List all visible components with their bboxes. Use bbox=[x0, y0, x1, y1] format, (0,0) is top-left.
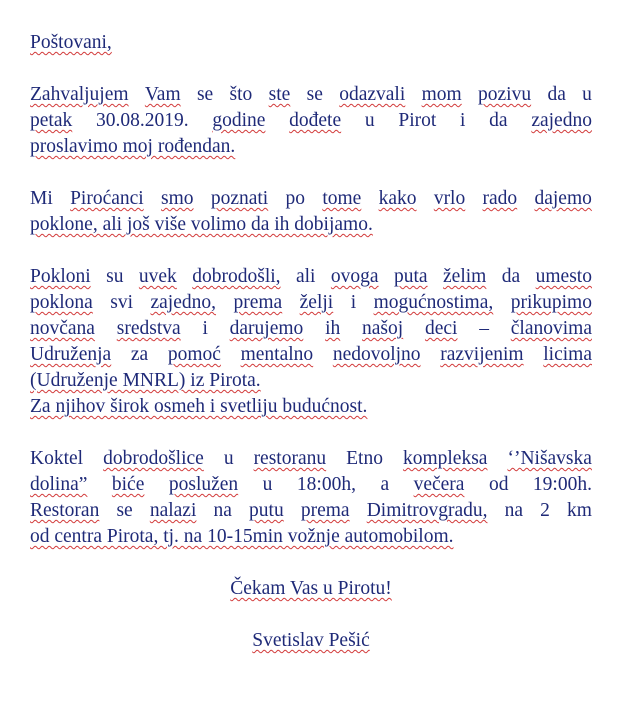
word: Vam bbox=[144, 84, 181, 105]
word: Udruženja bbox=[30, 344, 112, 365]
word: Pokloni bbox=[30, 266, 91, 287]
word: novčana bbox=[30, 318, 95, 339]
word: Etno bbox=[346, 448, 383, 469]
word: mentalno bbox=[240, 344, 314, 365]
word: razvijenim bbox=[440, 344, 524, 365]
word: u bbox=[582, 84, 592, 105]
word: se bbox=[196, 84, 214, 105]
salutation bbox=[30, 30, 592, 56]
word: rado bbox=[482, 188, 518, 209]
word: dobrodošli, bbox=[192, 266, 281, 287]
paragraph-donation-line-6: Za njihov širok osmeh i svetliju budućnost. bbox=[30, 396, 368, 417]
word: ste bbox=[268, 84, 291, 105]
word: da bbox=[489, 110, 508, 131]
word: puta bbox=[394, 266, 428, 287]
word: zajedno, bbox=[150, 292, 217, 313]
word: prikupimo bbox=[510, 292, 592, 313]
paragraph-thanks-line-2 bbox=[30, 108, 592, 134]
word: da bbox=[547, 84, 566, 105]
letter-body bbox=[30, 30, 592, 654]
word: članovima bbox=[510, 318, 592, 339]
word: Pirot bbox=[398, 110, 437, 131]
paragraph-donation-line-4 bbox=[30, 342, 592, 368]
word: i bbox=[202, 318, 208, 339]
word: na bbox=[504, 500, 524, 521]
word: – bbox=[479, 318, 489, 339]
word: ‘’Nišavska bbox=[507, 448, 592, 469]
word: večera bbox=[413, 474, 465, 495]
word: na bbox=[213, 500, 232, 521]
word: našoj bbox=[362, 318, 404, 339]
word: dajemo bbox=[534, 188, 592, 209]
word: godine bbox=[212, 110, 266, 131]
word: se bbox=[116, 500, 133, 521]
word: se bbox=[306, 84, 323, 105]
word: dobrodošlice bbox=[103, 448, 204, 469]
word: od bbox=[488, 474, 509, 495]
word: ali bbox=[295, 266, 316, 287]
word: odazvali bbox=[339, 84, 406, 105]
word: tome bbox=[322, 188, 362, 209]
word: putu bbox=[249, 500, 284, 521]
word: u bbox=[223, 448, 234, 469]
word: pomoć bbox=[167, 344, 221, 365]
word: dolina” bbox=[30, 474, 88, 495]
paragraph-event-line-2 bbox=[30, 472, 592, 498]
word: petak bbox=[30, 110, 73, 131]
word: i bbox=[350, 292, 357, 313]
salutation-text: Poštovani, bbox=[30, 32, 112, 53]
word: Restoran bbox=[30, 500, 100, 521]
word: Piroćanci bbox=[70, 188, 144, 209]
word: Dimitrovgradu, bbox=[366, 500, 488, 521]
paragraph-thanks-line-1 bbox=[30, 82, 592, 108]
paragraph-donation-line-1 bbox=[30, 264, 592, 290]
paragraph-donation-line-2 bbox=[30, 290, 592, 316]
word: sredstva bbox=[116, 318, 181, 339]
word: Zahvaljujem bbox=[30, 84, 129, 105]
paragraph-thanks bbox=[30, 82, 592, 160]
word: darujemo bbox=[229, 318, 304, 339]
word: smo bbox=[161, 188, 194, 209]
word: biće bbox=[111, 474, 145, 495]
closing-line bbox=[30, 576, 592, 602]
word: Mi bbox=[30, 188, 53, 209]
word: poklona bbox=[30, 292, 93, 313]
word: su bbox=[106, 266, 124, 287]
word: vrlo bbox=[433, 188, 466, 209]
word: želji bbox=[299, 292, 334, 313]
word: deci bbox=[424, 318, 458, 339]
word: nedovoljno bbox=[332, 344, 421, 365]
signature-line bbox=[30, 628, 592, 654]
word: uvek bbox=[138, 266, 177, 287]
word: u bbox=[262, 474, 273, 495]
paragraph-donation-line-3 bbox=[30, 316, 592, 342]
word: Koktel bbox=[30, 448, 84, 469]
word: dođete bbox=[289, 110, 342, 131]
word: da bbox=[501, 266, 521, 287]
word: prema bbox=[300, 500, 350, 521]
paragraph-event-line-4: od centra Pirota, tj. na 10-15min vožnje automobilom. bbox=[30, 526, 454, 547]
word: mom bbox=[421, 84, 462, 105]
word: ovoga bbox=[330, 266, 379, 287]
word: a bbox=[380, 474, 390, 495]
word: 19:00h. bbox=[532, 474, 592, 495]
word: poslužen bbox=[168, 474, 239, 495]
paragraph-gifts-line-1 bbox=[30, 186, 592, 212]
closing-text: Čekam Vas u Pirotu! bbox=[230, 578, 392, 599]
word: svi bbox=[110, 292, 134, 313]
word: zajedno bbox=[531, 110, 592, 131]
word: što bbox=[229, 84, 253, 105]
paragraph-event-details bbox=[30, 446, 592, 550]
word: želim bbox=[443, 266, 487, 287]
word: pozivu bbox=[478, 84, 532, 105]
paragraph-thanks-line-3: proslavimo moj rođendan. bbox=[30, 136, 236, 157]
word: po bbox=[285, 188, 306, 209]
word: 2 bbox=[540, 500, 550, 521]
word: 30.08.2019. bbox=[95, 110, 189, 131]
paragraph-event-line-3 bbox=[30, 498, 592, 524]
word: ih bbox=[325, 318, 341, 339]
word: kako bbox=[378, 188, 417, 209]
word: za bbox=[130, 344, 149, 365]
paragraph-gifts bbox=[30, 186, 592, 238]
word: u bbox=[364, 110, 375, 131]
word: km bbox=[567, 500, 592, 521]
word: poznati bbox=[210, 188, 269, 209]
word: prema bbox=[233, 292, 283, 313]
paragraph-donation bbox=[30, 264, 592, 420]
word: nalazi bbox=[149, 500, 197, 521]
word: mogućnostima, bbox=[373, 292, 494, 313]
paragraph-event-line-1 bbox=[30, 446, 592, 472]
word: licima bbox=[543, 344, 592, 365]
paragraph-donation-line-5: (Udruženje MNRL) iz Pirota. bbox=[30, 370, 261, 391]
word: i bbox=[460, 110, 466, 131]
signature-name: Svetislav Pešić bbox=[252, 630, 370, 651]
paragraph-gifts-line-2: poklone, ali još više volimo da ih dobijamo. bbox=[30, 214, 373, 235]
word: umesto bbox=[535, 266, 592, 287]
word: kompleksa bbox=[402, 448, 488, 469]
word: 18:00h, bbox=[296, 474, 356, 495]
word: restoranu bbox=[253, 448, 327, 469]
